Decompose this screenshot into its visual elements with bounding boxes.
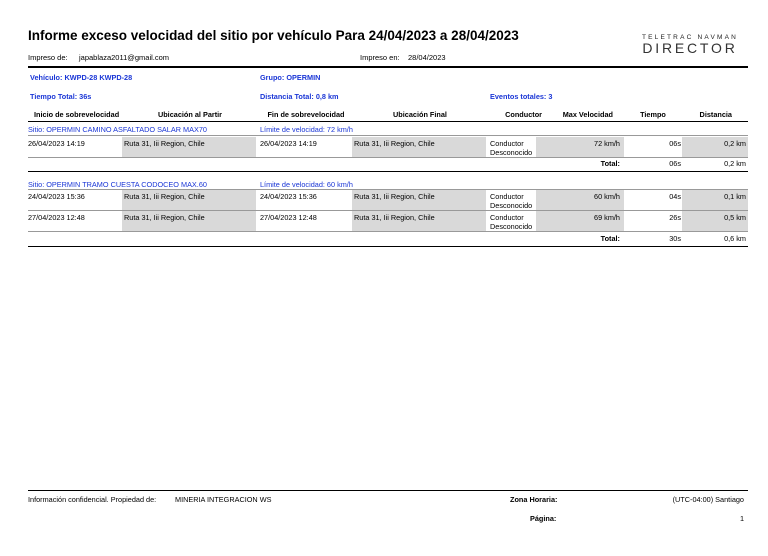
footer-page-label: Página: bbox=[530, 514, 557, 523]
footer-timezone-value: (UTC-04:00) Santiago bbox=[672, 495, 744, 504]
cell-time: 26s bbox=[669, 213, 681, 222]
speed-limit: Límite de velocidad: 60 km/h bbox=[260, 180, 353, 189]
summary-vehicle: Vehículo: KWPD-28 KWPD-28 bbox=[30, 73, 133, 82]
total-time: 30s bbox=[669, 234, 681, 243]
column-header-divider bbox=[28, 121, 748, 122]
cell-end: 26/04/2023 14:19 bbox=[260, 139, 317, 148]
col-end-location: Ubicación Final bbox=[393, 110, 447, 119]
cell-distance: 0,5 km bbox=[724, 213, 746, 222]
report-title: Informe exceso velocidad del sitio por vehículo Para 24/04/2023 a 28/04/2023 bbox=[28, 28, 519, 43]
total-distance: 0,6 km bbox=[724, 234, 746, 243]
cell-start-location: Ruta 31, Iii Region, Chile bbox=[124, 213, 205, 222]
cell-start-location: Ruta 31, Iii Region, Chile bbox=[124, 139, 205, 148]
total-label: Total: bbox=[600, 234, 620, 243]
col-start: Inicio de sobrevelocidad bbox=[34, 110, 120, 119]
footer-confidential-label: Información confidencial. Propiedad de: bbox=[28, 495, 157, 504]
cell-start: 26/04/2023 14:19 bbox=[28, 139, 85, 148]
cell-end-location: Ruta 31, Iii Region, Chile bbox=[354, 192, 435, 201]
cell-driver: Conductor Desconocido bbox=[490, 192, 533, 210]
site-name: Sitio: OPERMIN TRAMO CUESTA CODOCEO MAX.60 bbox=[28, 180, 207, 189]
cell-start-location: Ruta 31, Iii Region, Chile bbox=[124, 192, 205, 201]
cell-end-location: Ruta 31, Iii Region, Chile bbox=[354, 213, 435, 222]
col-driver: Conductor bbox=[505, 110, 542, 119]
cell-distance: 0,2 km bbox=[724, 139, 746, 148]
cell-start: 27/04/2023 12:48 bbox=[28, 213, 85, 222]
col-max-speed: Max Velocidad bbox=[562, 110, 613, 119]
col-start-location: Ubicación al Partir bbox=[157, 110, 223, 119]
total-distance: 0,2 km bbox=[724, 159, 746, 168]
cell-end: 24/04/2023 15:36 bbox=[260, 192, 317, 201]
footer-page-value: 1 bbox=[739, 514, 744, 523]
footer-divider bbox=[28, 490, 748, 491]
cell-end-location: Ruta 31, Iii Region, Chile bbox=[354, 139, 435, 148]
cell-distance: 0,1 km bbox=[724, 192, 746, 201]
footer-company: MINERIA INTEGRACION WS bbox=[175, 495, 272, 504]
row-divider bbox=[28, 231, 748, 232]
printed-by-value: japablaza2011@gmail.com bbox=[79, 53, 170, 62]
col-end: Fin de sobrevelocidad bbox=[267, 110, 345, 119]
logo-bottom-text: DIRECTOR bbox=[642, 40, 738, 56]
summary-group: Grupo: OPERMIN bbox=[260, 73, 321, 82]
logo-top-text: TELETRAC NAVMAN bbox=[641, 34, 739, 41]
cell-max-speed: 72 km/h bbox=[594, 139, 620, 148]
site-name: Sitio: OPERMIN CAMINO ASFALTADO SALAR MAX70 bbox=[28, 125, 207, 134]
row-divider bbox=[28, 157, 748, 158]
speed-limit: Límite de velocidad: 72 km/h bbox=[260, 125, 353, 134]
col-time: Tiempo bbox=[640, 110, 666, 119]
col-distance: Distancia bbox=[699, 110, 732, 119]
header-divider bbox=[28, 66, 748, 68]
cell-max-speed: 69 km/h bbox=[594, 213, 620, 222]
cell-time: 04s bbox=[669, 192, 681, 201]
summary-total-distance: Distancia Total: 0,8 km bbox=[260, 92, 339, 101]
total-time: 06s bbox=[669, 159, 681, 168]
summary-total-time: Tiempo Total: 36s bbox=[30, 92, 92, 101]
printed-on-value: 28/04/2023 bbox=[408, 53, 446, 62]
cell-max-speed: 60 km/h bbox=[594, 192, 620, 201]
site-divider bbox=[28, 135, 748, 136]
summary-total-events: Eventos totales: 3 bbox=[490, 92, 553, 101]
printed-by-label: Impreso de: bbox=[28, 53, 68, 62]
site-end-divider bbox=[28, 246, 748, 247]
site-end-divider bbox=[28, 171, 748, 172]
total-label: Total: bbox=[600, 159, 620, 168]
footer-timezone-label: Zona Horaria: bbox=[510, 495, 558, 504]
cell-driver: Conductor Desconocido bbox=[490, 213, 533, 231]
cell-start: 24/04/2023 15:36 bbox=[28, 192, 85, 201]
cell-driver: Conductor Desconocido bbox=[490, 139, 533, 157]
cell-end: 27/04/2023 12:48 bbox=[260, 213, 317, 222]
printed-on-label: Impreso en: bbox=[360, 53, 400, 62]
cell-time: 06s bbox=[669, 139, 681, 148]
teletrac-navman-logo bbox=[636, 34, 744, 56]
